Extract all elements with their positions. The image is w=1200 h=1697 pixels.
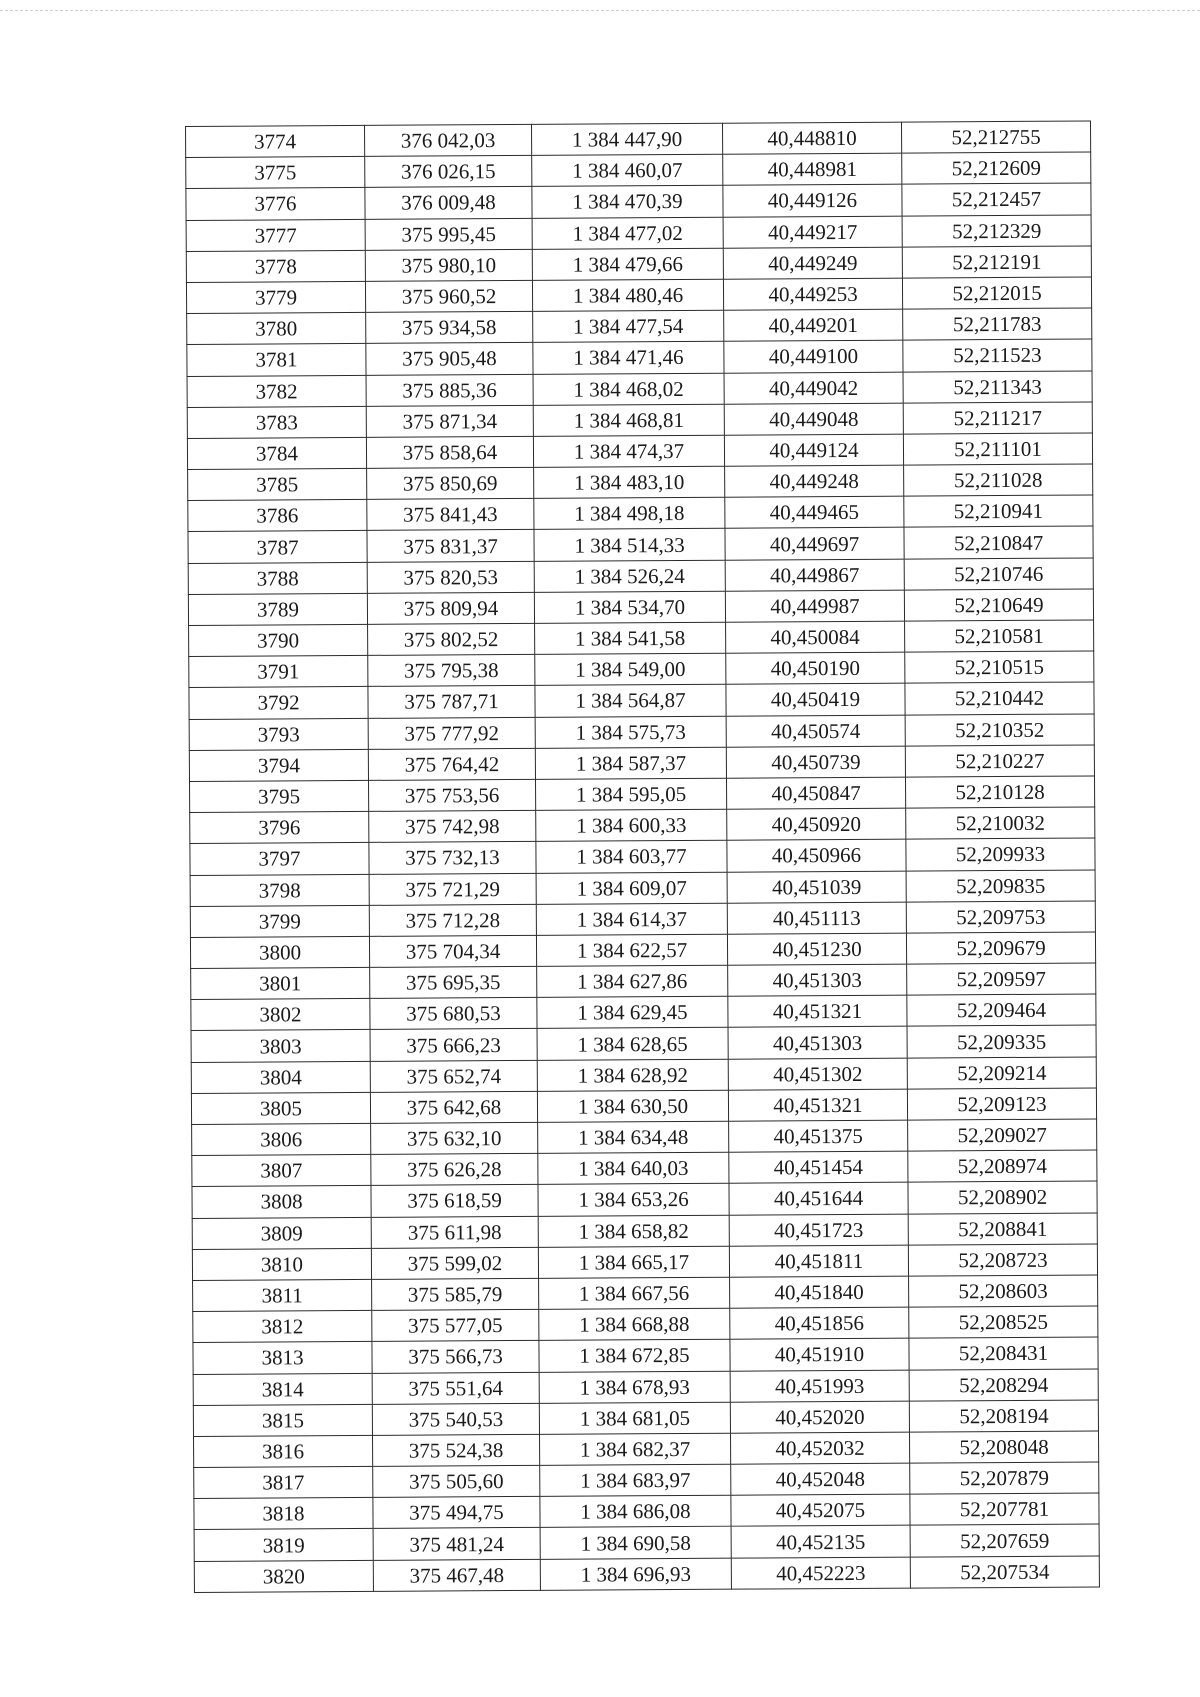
longitude-cell: 52,208974 bbox=[908, 1150, 1097, 1182]
x-coordinate-cell: 375 652,74 bbox=[370, 1060, 537, 1092]
latitude-cell: 40,451321 bbox=[728, 995, 907, 1027]
coordinates-table bbox=[185, 120, 1100, 1592]
longitude-cell: 52,207879 bbox=[910, 1462, 1099, 1494]
y-coordinate-cell: 1 384 627,86 bbox=[537, 965, 728, 997]
longitude-cell: 52,208902 bbox=[908, 1181, 1097, 1213]
point-number-cell: 3788 bbox=[188, 562, 367, 594]
latitude-cell: 40,449867 bbox=[725, 559, 904, 591]
y-coordinate-cell: 1 384 526,24 bbox=[534, 560, 725, 592]
longitude-cell: 52,210581 bbox=[905, 620, 1094, 652]
longitude-cell: 52,210847 bbox=[904, 526, 1093, 558]
x-coordinate-cell: 375 712,28 bbox=[369, 904, 536, 936]
table-row bbox=[192, 1244, 1097, 1281]
point-number-cell: 3800 bbox=[190, 936, 369, 968]
latitude-cell: 40,451910 bbox=[730, 1338, 909, 1370]
y-coordinate-cell: 1 384 534,70 bbox=[534, 591, 725, 623]
latitude-cell: 40,451303 bbox=[728, 1027, 907, 1059]
longitude-cell: 52,211523 bbox=[903, 339, 1092, 371]
latitude-cell: 40,449987 bbox=[725, 590, 904, 622]
latitude-cell: 40,449201 bbox=[724, 309, 903, 341]
latitude-cell: 40,451993 bbox=[730, 1370, 909, 1402]
point-number-cell: 3793 bbox=[189, 718, 368, 750]
point-number-cell: 3798 bbox=[190, 874, 369, 906]
x-coordinate-cell: 375 481,24 bbox=[373, 1528, 540, 1560]
longitude-cell: 52,212191 bbox=[902, 246, 1091, 278]
longitude-cell: 52,208048 bbox=[909, 1431, 1098, 1463]
longitude-cell: 52,210442 bbox=[905, 682, 1094, 714]
x-coordinate-cell: 375 960,52 bbox=[365, 280, 532, 312]
latitude-cell: 40,451454 bbox=[729, 1151, 908, 1183]
x-coordinate-cell: 375 666,23 bbox=[370, 1029, 537, 1061]
table-row bbox=[191, 1088, 1096, 1125]
y-coordinate-cell: 1 384 549,00 bbox=[535, 653, 726, 685]
point-number-cell: 3778 bbox=[186, 250, 365, 282]
longitude-cell: 52,210352 bbox=[905, 714, 1094, 746]
longitude-cell: 52,207534 bbox=[910, 1556, 1099, 1588]
latitude-cell: 40,449042 bbox=[724, 372, 903, 404]
latitude-cell: 40,449697 bbox=[725, 528, 904, 560]
y-coordinate-cell: 1 384 629,45 bbox=[537, 996, 728, 1028]
y-coordinate-cell: 1 384 622,57 bbox=[536, 934, 727, 966]
longitude-cell: 52,208431 bbox=[909, 1337, 1098, 1369]
latitude-cell: 40,450419 bbox=[726, 683, 905, 715]
y-coordinate-cell: 1 384 474,37 bbox=[533, 435, 724, 467]
point-number-cell: 3814 bbox=[193, 1373, 372, 1405]
y-coordinate-cell: 1 384 696,93 bbox=[540, 1558, 731, 1590]
x-coordinate-cell: 375 540,53 bbox=[372, 1403, 539, 1435]
x-coordinate-cell: 376 042,03 bbox=[364, 124, 531, 156]
scan-edge-line bbox=[0, 10, 1200, 11]
latitude-cell: 40,449124 bbox=[724, 434, 903, 466]
point-number-cell: 3777 bbox=[186, 219, 365, 251]
y-coordinate-cell: 1 384 447,90 bbox=[531, 123, 722, 155]
longitude-cell: 52,210941 bbox=[904, 495, 1093, 527]
x-coordinate-cell: 375 764,42 bbox=[368, 748, 535, 780]
x-coordinate-cell: 375 642,68 bbox=[370, 1091, 537, 1123]
x-coordinate-cell: 375 871,34 bbox=[366, 405, 533, 437]
latitude-cell: 40,452223 bbox=[731, 1557, 910, 1589]
table-row bbox=[190, 869, 1095, 906]
y-coordinate-cell: 1 384 681,05 bbox=[539, 1402, 730, 1434]
table-row bbox=[188, 558, 1093, 595]
x-coordinate-cell: 375 841,43 bbox=[367, 499, 534, 531]
point-number-cell: 3776 bbox=[186, 188, 365, 220]
table-row bbox=[194, 1556, 1099, 1593]
latitude-cell: 40,449100 bbox=[724, 340, 903, 372]
latitude-cell: 40,451723 bbox=[729, 1214, 908, 1246]
table-row bbox=[191, 1057, 1096, 1094]
table-row bbox=[193, 1368, 1098, 1405]
table-row bbox=[186, 277, 1091, 314]
table-row bbox=[189, 745, 1094, 782]
x-coordinate-cell: 375 721,29 bbox=[369, 873, 536, 905]
y-coordinate-cell: 1 384 470,39 bbox=[532, 186, 723, 218]
longitude-cell: 52,209464 bbox=[907, 994, 1096, 1026]
latitude-cell: 40,449217 bbox=[723, 216, 902, 248]
longitude-cell: 52,211217 bbox=[903, 402, 1092, 434]
point-number-cell: 3783 bbox=[187, 406, 366, 438]
x-coordinate-cell: 375 551,64 bbox=[372, 1372, 539, 1404]
x-coordinate-cell: 375 626,28 bbox=[371, 1154, 538, 1186]
table-row bbox=[189, 620, 1094, 657]
latitude-cell: 40,451375 bbox=[729, 1120, 908, 1152]
longitude-cell: 52,211343 bbox=[903, 370, 1092, 402]
longitude-cell: 52,210649 bbox=[904, 589, 1093, 621]
y-coordinate-cell: 1 384 665,17 bbox=[538, 1246, 729, 1278]
latitude-cell: 40,449048 bbox=[724, 403, 903, 435]
y-coordinate-cell: 1 384 477,54 bbox=[533, 310, 724, 342]
point-number-cell: 3797 bbox=[190, 843, 369, 875]
latitude-cell: 40,449248 bbox=[725, 465, 904, 497]
x-coordinate-cell: 375 809,94 bbox=[367, 592, 534, 624]
longitude-cell: 52,210128 bbox=[905, 776, 1094, 808]
point-number-cell: 3790 bbox=[189, 624, 368, 656]
y-coordinate-cell: 1 384 690,58 bbox=[540, 1527, 731, 1559]
latitude-cell: 40,451230 bbox=[727, 933, 906, 965]
latitude-cell: 40,450190 bbox=[726, 652, 905, 684]
y-coordinate-cell: 1 384 587,37 bbox=[535, 747, 726, 779]
point-number-cell: 3810 bbox=[192, 1248, 371, 1280]
x-coordinate-cell: 375 777,92 bbox=[368, 717, 535, 749]
longitude-cell: 52,208603 bbox=[909, 1275, 1098, 1307]
table-row bbox=[187, 339, 1092, 376]
latitude-cell: 40,449249 bbox=[723, 247, 902, 279]
x-coordinate-cell: 375 632,10 bbox=[371, 1122, 538, 1154]
x-coordinate-cell: 375 753,56 bbox=[369, 779, 536, 811]
y-coordinate-cell: 1 384 575,73 bbox=[535, 716, 726, 748]
point-number-cell: 3791 bbox=[189, 656, 368, 688]
longitude-cell: 52,212755 bbox=[901, 121, 1090, 153]
table-row bbox=[188, 526, 1093, 563]
latitude-cell: 40,449126 bbox=[723, 184, 902, 216]
longitude-cell: 52,211101 bbox=[903, 433, 1092, 465]
longitude-cell: 52,210746 bbox=[904, 558, 1093, 590]
longitude-cell: 52,210227 bbox=[905, 745, 1094, 777]
point-number-cell: 3799 bbox=[190, 905, 369, 937]
table-row bbox=[191, 994, 1096, 1031]
table-row bbox=[191, 963, 1096, 1000]
latitude-cell: 40,450847 bbox=[726, 777, 905, 809]
latitude-cell: 40,451302 bbox=[728, 1058, 907, 1090]
longitude-cell: 52,212457 bbox=[902, 183, 1091, 215]
longitude-cell: 52,209027 bbox=[908, 1119, 1097, 1151]
longitude-cell: 52,208723 bbox=[908, 1244, 1097, 1276]
latitude-cell: 40,452135 bbox=[731, 1526, 910, 1558]
point-number-cell: 3784 bbox=[187, 437, 366, 469]
y-coordinate-cell: 1 384 600,33 bbox=[536, 809, 727, 841]
latitude-cell: 40,451303 bbox=[728, 964, 907, 996]
table-row bbox=[192, 1150, 1097, 1187]
point-number-cell: 3785 bbox=[188, 468, 367, 500]
longitude-cell: 52,209123 bbox=[907, 1088, 1096, 1120]
latitude-cell: 40,452020 bbox=[730, 1401, 909, 1433]
table-row bbox=[187, 370, 1092, 407]
latitude-cell: 40,451811 bbox=[729, 1245, 908, 1277]
x-coordinate-cell: 375 995,45 bbox=[365, 218, 532, 250]
longitude-cell: 52,209679 bbox=[906, 932, 1095, 964]
y-coordinate-cell: 1 384 614,37 bbox=[536, 903, 727, 935]
point-number-cell: 3811 bbox=[193, 1279, 372, 1311]
table-row bbox=[190, 776, 1095, 813]
longitude-cell: 52,210032 bbox=[906, 807, 1095, 839]
table-row bbox=[186, 246, 1091, 283]
x-coordinate-cell: 375 732,13 bbox=[369, 842, 536, 874]
x-coordinate-cell: 375 742,98 bbox=[369, 810, 536, 842]
x-coordinate-cell: 375 599,02 bbox=[371, 1247, 538, 1279]
y-coordinate-cell: 1 384 603,77 bbox=[536, 841, 727, 873]
table-row bbox=[190, 901, 1095, 938]
y-coordinate-cell: 1 384 686,08 bbox=[540, 1495, 731, 1527]
coordinates-table-body bbox=[186, 121, 1100, 1592]
longitude-cell: 52,211783 bbox=[903, 308, 1092, 340]
x-coordinate-cell: 375 858,64 bbox=[366, 436, 533, 468]
table-row bbox=[191, 1025, 1096, 1062]
point-number-cell: 3781 bbox=[187, 344, 366, 376]
latitude-cell: 40,450966 bbox=[727, 839, 906, 871]
point-number-cell: 3807 bbox=[192, 1155, 371, 1187]
y-coordinate-cell: 1 384 678,93 bbox=[539, 1371, 730, 1403]
longitude-cell: 52,208294 bbox=[909, 1368, 1098, 1400]
point-number-cell: 3796 bbox=[190, 812, 369, 844]
x-coordinate-cell: 375 566,73 bbox=[372, 1341, 539, 1373]
point-number-cell: 3789 bbox=[188, 593, 367, 625]
x-coordinate-cell: 375 618,59 bbox=[371, 1185, 538, 1217]
table-row bbox=[194, 1493, 1099, 1530]
x-coordinate-cell: 375 820,53 bbox=[367, 561, 534, 593]
y-coordinate-cell: 1 384 682,37 bbox=[539, 1433, 730, 1465]
table-row bbox=[193, 1306, 1098, 1343]
y-coordinate-cell: 1 384 483,10 bbox=[534, 466, 725, 498]
latitude-cell: 40,449253 bbox=[723, 278, 902, 310]
table-row bbox=[189, 682, 1094, 719]
longitude-cell: 52,209753 bbox=[906, 901, 1095, 933]
table-row bbox=[192, 1119, 1097, 1156]
y-coordinate-cell: 1 384 634,48 bbox=[538, 1121, 729, 1153]
latitude-cell: 40,449465 bbox=[725, 496, 904, 528]
y-coordinate-cell: 1 384 628,65 bbox=[537, 1028, 728, 1060]
y-coordinate-cell: 1 384 668,88 bbox=[539, 1308, 730, 1340]
x-coordinate-cell: 375 934,58 bbox=[366, 312, 533, 344]
latitude-cell: 40,451321 bbox=[728, 1089, 907, 1121]
longitude-cell: 52,207659 bbox=[910, 1524, 1099, 1556]
x-coordinate-cell: 375 704,34 bbox=[369, 935, 536, 967]
table-row bbox=[189, 651, 1094, 688]
latitude-cell: 40,451856 bbox=[730, 1307, 909, 1339]
table-row bbox=[187, 308, 1092, 345]
table-row bbox=[187, 433, 1092, 470]
point-number-cell: 3816 bbox=[194, 1435, 373, 1467]
x-coordinate-cell: 375 695,35 bbox=[370, 966, 537, 998]
table-row bbox=[190, 932, 1095, 969]
point-number-cell: 3812 bbox=[193, 1311, 372, 1343]
x-coordinate-cell: 375 885,36 bbox=[366, 374, 533, 406]
table-row bbox=[187, 402, 1092, 439]
y-coordinate-cell: 1 384 468,81 bbox=[533, 404, 724, 436]
y-coordinate-cell: 1 384 640,03 bbox=[538, 1152, 729, 1184]
latitude-cell: 40,451840 bbox=[730, 1276, 909, 1308]
y-coordinate-cell: 1 384 460,07 bbox=[532, 154, 723, 186]
latitude-cell: 40,451113 bbox=[727, 902, 906, 934]
y-coordinate-cell: 1 384 595,05 bbox=[535, 778, 726, 810]
point-number-cell: 3787 bbox=[188, 531, 367, 563]
y-coordinate-cell: 1 384 541,58 bbox=[535, 622, 726, 654]
table-row bbox=[188, 495, 1093, 532]
latitude-cell: 40,450574 bbox=[726, 715, 905, 747]
point-number-cell: 3820 bbox=[194, 1560, 373, 1592]
table-row bbox=[186, 183, 1091, 220]
table-row bbox=[186, 215, 1091, 252]
x-coordinate-cell: 375 787,71 bbox=[368, 686, 535, 718]
longitude-cell: 52,208841 bbox=[908, 1213, 1097, 1245]
y-coordinate-cell: 1 384 672,85 bbox=[539, 1340, 730, 1372]
longitude-cell: 52,209835 bbox=[906, 869, 1095, 901]
y-coordinate-cell: 1 384 471,46 bbox=[533, 342, 724, 374]
x-coordinate-cell: 375 802,52 bbox=[368, 623, 535, 655]
table-row bbox=[186, 121, 1091, 158]
point-number-cell: 3802 bbox=[191, 999, 370, 1031]
latitude-cell: 40,452048 bbox=[731, 1463, 910, 1495]
longitude-cell: 52,211028 bbox=[904, 464, 1093, 496]
longitude-cell: 52,209335 bbox=[907, 1025, 1096, 1057]
y-coordinate-cell: 1 384 468,02 bbox=[533, 373, 724, 405]
point-number-cell: 3818 bbox=[194, 1498, 373, 1530]
table-row bbox=[186, 152, 1091, 189]
longitude-cell: 52,209597 bbox=[907, 963, 1096, 995]
y-coordinate-cell: 1 384 498,18 bbox=[534, 497, 725, 529]
x-coordinate-cell: 375 611,98 bbox=[371, 1216, 538, 1248]
y-coordinate-cell: 1 384 628,92 bbox=[537, 1059, 728, 1091]
y-coordinate-cell: 1 384 477,02 bbox=[532, 217, 723, 249]
table-row bbox=[188, 589, 1093, 626]
y-coordinate-cell: 1 384 480,46 bbox=[532, 279, 723, 311]
x-coordinate-cell: 375 494,75 bbox=[373, 1497, 540, 1529]
longitude-cell: 52,209933 bbox=[906, 838, 1095, 870]
longitude-cell: 52,208194 bbox=[909, 1400, 1098, 1432]
y-coordinate-cell: 1 384 479,66 bbox=[532, 248, 723, 280]
x-coordinate-cell: 375 467,48 bbox=[373, 1559, 540, 1591]
point-number-cell: 3817 bbox=[194, 1466, 373, 1498]
point-number-cell: 3806 bbox=[192, 1123, 371, 1155]
y-coordinate-cell: 1 384 667,56 bbox=[539, 1277, 730, 1309]
y-coordinate-cell: 1 384 564,87 bbox=[535, 685, 726, 717]
x-coordinate-cell: 375 831,37 bbox=[367, 530, 534, 562]
longitude-cell: 52,212329 bbox=[902, 215, 1091, 247]
y-coordinate-cell: 1 384 683,97 bbox=[540, 1464, 731, 1496]
table-row bbox=[190, 838, 1095, 875]
table-row bbox=[189, 714, 1094, 751]
longitude-cell: 52,207781 bbox=[910, 1493, 1099, 1525]
table-row bbox=[193, 1400, 1098, 1437]
latitude-cell: 40,451644 bbox=[729, 1182, 908, 1214]
x-coordinate-cell: 376 026,15 bbox=[365, 156, 532, 188]
y-coordinate-cell: 1 384 653,26 bbox=[538, 1184, 729, 1216]
table-row bbox=[193, 1337, 1098, 1374]
latitude-cell: 40,452075 bbox=[731, 1494, 910, 1526]
latitude-cell: 40,448981 bbox=[723, 153, 902, 185]
y-coordinate-cell: 1 384 609,07 bbox=[536, 872, 727, 904]
latitude-cell: 40,452032 bbox=[730, 1432, 909, 1464]
x-coordinate-cell: 376 009,48 bbox=[365, 187, 532, 219]
point-number-cell: 3794 bbox=[189, 749, 368, 781]
point-number-cell: 3815 bbox=[193, 1404, 372, 1436]
point-number-cell: 3804 bbox=[191, 1061, 370, 1093]
point-number-cell: 3813 bbox=[193, 1342, 372, 1374]
x-coordinate-cell: 375 680,53 bbox=[370, 998, 537, 1030]
point-number-cell: 3819 bbox=[194, 1529, 373, 1561]
latitude-cell: 40,450739 bbox=[726, 746, 905, 778]
point-number-cell: 3779 bbox=[186, 281, 365, 313]
table-row bbox=[188, 464, 1093, 501]
longitude-cell: 52,208525 bbox=[909, 1306, 1098, 1338]
table-row bbox=[192, 1181, 1097, 1218]
table-row bbox=[194, 1431, 1099, 1468]
table-row bbox=[193, 1275, 1098, 1312]
point-number-cell: 3774 bbox=[186, 125, 365, 157]
point-number-cell: 3782 bbox=[187, 375, 366, 407]
table-row bbox=[192, 1213, 1097, 1250]
x-coordinate-cell: 375 577,05 bbox=[372, 1309, 539, 1341]
point-number-cell: 3801 bbox=[191, 967, 370, 999]
y-coordinate-cell: 1 384 658,82 bbox=[538, 1215, 729, 1247]
x-coordinate-cell: 375 980,10 bbox=[365, 249, 532, 281]
table-row bbox=[194, 1524, 1099, 1561]
longitude-cell: 52,210515 bbox=[905, 651, 1094, 683]
point-number-cell: 3803 bbox=[191, 1030, 370, 1062]
point-number-cell: 3795 bbox=[190, 780, 369, 812]
table-row bbox=[194, 1462, 1099, 1499]
longitude-cell: 52,212015 bbox=[902, 277, 1091, 309]
latitude-cell: 40,451039 bbox=[727, 871, 906, 903]
x-coordinate-cell: 375 505,60 bbox=[373, 1465, 540, 1497]
y-coordinate-cell: 1 384 630,50 bbox=[537, 1090, 728, 1122]
longitude-cell: 52,209214 bbox=[907, 1057, 1096, 1089]
point-number-cell: 3809 bbox=[192, 1217, 371, 1249]
x-coordinate-cell: 375 585,79 bbox=[372, 1278, 539, 1310]
latitude-cell: 40,450084 bbox=[726, 621, 905, 653]
latitude-cell: 40,448810 bbox=[722, 122, 901, 154]
x-coordinate-cell: 375 524,38 bbox=[373, 1434, 540, 1466]
y-coordinate-cell: 1 384 514,33 bbox=[534, 529, 725, 561]
point-number-cell: 3808 bbox=[192, 1186, 371, 1218]
table-row bbox=[190, 807, 1095, 844]
point-number-cell: 3780 bbox=[187, 313, 366, 345]
x-coordinate-cell: 375 795,38 bbox=[368, 655, 535, 687]
point-number-cell: 3805 bbox=[191, 1092, 370, 1124]
point-number-cell: 3786 bbox=[188, 500, 367, 532]
x-coordinate-cell: 375 850,69 bbox=[367, 467, 534, 499]
longitude-cell: 52,212609 bbox=[902, 152, 1091, 184]
x-coordinate-cell: 375 905,48 bbox=[366, 343, 533, 375]
point-number-cell: 3775 bbox=[186, 157, 365, 189]
point-number-cell: 3792 bbox=[189, 687, 368, 719]
latitude-cell: 40,450920 bbox=[727, 808, 906, 840]
